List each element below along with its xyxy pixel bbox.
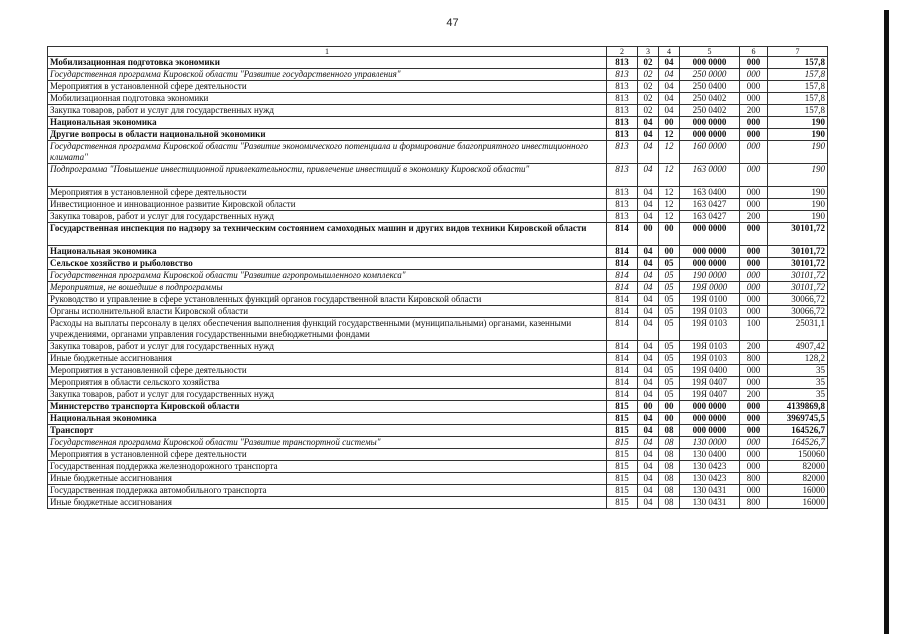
row-target-code: 163 0427: [680, 211, 740, 223]
row-target-code: 19Я 0407: [680, 389, 740, 401]
row-admin-code: 814: [607, 282, 638, 294]
row-expense-type-code: 200: [740, 211, 768, 223]
row-name: Национальная экономика: [48, 246, 607, 258]
row-section-code: 04: [638, 377, 659, 389]
row-admin-code: 813: [607, 164, 638, 187]
row-name: Мероприятия, не вошедшие в подпрограммы: [48, 282, 607, 294]
table-row: [48, 413, 828, 425]
row-amount: 190: [768, 141, 828, 164]
row-amount: 190: [768, 199, 828, 211]
row-expense-type-code: 000: [740, 223, 768, 246]
row-subsection-code: 05: [659, 258, 680, 270]
row-name: Государственная программа Кировской области "Развитие агропромышленного комплекса": [48, 270, 607, 282]
row-subsection-code: 05: [659, 270, 680, 282]
row-name: Мероприятия в установленной сфере деятельности: [48, 187, 607, 199]
row-admin-code: 814: [607, 294, 638, 306]
table-row: [48, 57, 828, 69]
row-admin-code: 815: [607, 413, 638, 425]
row-name: Мероприятия в установленной сфере деятельности: [48, 81, 607, 93]
row-section-code: 04: [638, 117, 659, 129]
row-name: Государственная программа Кировской области "Развитие экономического потенциала и формирование благоприятного инвестиционного климата": [48, 141, 607, 164]
row-expense-type-code: 000: [740, 164, 768, 187]
table-row: [48, 93, 828, 105]
row-section-code: 04: [638, 365, 659, 377]
table-row: [48, 365, 828, 377]
row-admin-code: 813: [607, 81, 638, 93]
table-row: [48, 129, 828, 141]
table-row: [48, 437, 828, 449]
row-expense-type-code: 000: [740, 282, 768, 294]
row-section-code: 04: [638, 270, 659, 282]
row-expense-type-code: 200: [740, 341, 768, 353]
row-name: Государственная программа Кировской области "Развитие государственного управления": [48, 69, 607, 81]
row-subsection-code: 05: [659, 365, 680, 377]
row-target-code: 250 0402: [680, 93, 740, 105]
row-name: Расходы на выплаты персоналу в целях обеспечения выполнения функций государственными (муниципальными) органами, казенными учреждениями, органами управления государственными внебюджетными фондами: [48, 318, 607, 341]
row-section-code: 04: [638, 449, 659, 461]
table-row: [48, 164, 828, 187]
row-subsection-code: 05: [659, 294, 680, 306]
row-admin-code: 814: [607, 353, 638, 365]
row-admin-code: 815: [607, 485, 638, 497]
row-expense-type-code: 000: [740, 377, 768, 389]
row-target-code: 19Я 0103: [680, 306, 740, 318]
table-row: [48, 282, 828, 294]
row-section-code: 02: [638, 57, 659, 69]
row-expense-type-code: 000: [740, 401, 768, 413]
row-subsection-code: 00: [659, 223, 680, 246]
row-expense-type-code: 000: [740, 129, 768, 141]
row-expense-type-code: 000: [740, 81, 768, 93]
table-row: [48, 270, 828, 282]
row-amount: 190: [768, 211, 828, 223]
row-subsection-code: 05: [659, 306, 680, 318]
row-name: Закупка товаров, работ и услуг для государственных нужд: [48, 389, 607, 401]
row-admin-code: 814: [607, 341, 638, 353]
row-expense-type-code: 000: [740, 246, 768, 258]
row-expense-type-code: 000: [740, 141, 768, 164]
row-subsection-code: 04: [659, 57, 680, 69]
table-row: [48, 473, 828, 485]
column-header: 2: [607, 47, 638, 57]
row-target-code: 250 0402: [680, 105, 740, 117]
row-target-code: 19Я 0103: [680, 341, 740, 353]
table-row: [48, 306, 828, 318]
row-subsection-code: 12: [659, 187, 680, 199]
row-amount: 30101,72: [768, 258, 828, 270]
row-section-code: 04: [638, 473, 659, 485]
row-admin-code: 814: [607, 306, 638, 318]
row-admin-code: 814: [607, 377, 638, 389]
row-admin-code: 815: [607, 449, 638, 461]
row-target-code: 000 0000: [680, 117, 740, 129]
table-row: [48, 223, 828, 246]
row-section-code: 00: [638, 401, 659, 413]
row-section-code: 04: [638, 485, 659, 497]
row-name: Иные бюджетные ассигнования: [48, 497, 607, 509]
row-amount: 190: [768, 129, 828, 141]
row-amount: 16000: [768, 497, 828, 509]
row-amount: 35: [768, 377, 828, 389]
row-name: Иные бюджетные ассигнования: [48, 353, 607, 365]
table-row: [48, 389, 828, 401]
row-admin-code: 814: [607, 223, 638, 246]
row-section-code: 04: [638, 164, 659, 187]
row-target-code: 000 0000: [680, 223, 740, 246]
row-subsection-code: 12: [659, 199, 680, 211]
row-admin-code: 814: [607, 258, 638, 270]
row-name: Мероприятия в установленной сфере деятельности: [48, 365, 607, 377]
row-expense-type-code: 100: [740, 318, 768, 341]
row-amount: 190: [768, 164, 828, 187]
row-expense-type-code: 000: [740, 57, 768, 69]
row-subsection-code: 05: [659, 282, 680, 294]
row-section-code: 04: [638, 211, 659, 223]
row-expense-type-code: 000: [740, 449, 768, 461]
row-section-code: 04: [638, 353, 659, 365]
row-admin-code: 814: [607, 270, 638, 282]
row-admin-code: 815: [607, 401, 638, 413]
row-expense-type-code: 200: [740, 389, 768, 401]
row-section-code: 04: [638, 306, 659, 318]
row-expense-type-code: 000: [740, 187, 768, 199]
row-amount: 3969745,5: [768, 413, 828, 425]
row-amount: 35: [768, 365, 828, 377]
row-amount: 190: [768, 117, 828, 129]
table-row: [48, 425, 828, 437]
row-section-code: 04: [638, 318, 659, 341]
row-subsection-code: 05: [659, 318, 680, 341]
table-row: [48, 199, 828, 211]
table-row: [48, 497, 828, 509]
row-target-code: 000 0000: [680, 401, 740, 413]
row-expense-type-code: 000: [740, 294, 768, 306]
row-subsection-code: 08: [659, 437, 680, 449]
row-amount: 25031,1: [768, 318, 828, 341]
page-edge-bar: [884, 10, 889, 634]
row-subsection-code: 05: [659, 341, 680, 353]
row-admin-code: 813: [607, 141, 638, 164]
table-row: [48, 318, 828, 341]
table-row: [48, 187, 828, 199]
row-name: Мобилизационная подготовка экономики: [48, 93, 607, 105]
page-number: 47: [446, 17, 459, 29]
row-expense-type-code: 000: [740, 425, 768, 437]
row-amount: 30101,72: [768, 223, 828, 246]
row-admin-code: 814: [607, 365, 638, 377]
row-name: Инвестиционное и инновационное развитие Кировской области: [48, 199, 607, 211]
row-amount: 190: [768, 187, 828, 199]
row-section-code: 04: [638, 497, 659, 509]
row-target-code: 250 0400: [680, 81, 740, 93]
row-admin-code: 814: [607, 318, 638, 341]
row-section-code: 04: [638, 437, 659, 449]
table-row: [48, 81, 828, 93]
row-name: Подпрограмма "Повышение инвестиционной привлекательности, привлечение инвестиций в экономику Кировской области": [48, 164, 607, 187]
row-section-code: 04: [638, 294, 659, 306]
row-subsection-code: 00: [659, 413, 680, 425]
row-amount: 157,8: [768, 69, 828, 81]
row-subsection-code: 08: [659, 497, 680, 509]
row-subsection-code: 08: [659, 449, 680, 461]
row-section-code: 02: [638, 69, 659, 81]
row-name: Руководство и управление в сфере установленных функций органов государственной власти Кировской области: [48, 294, 607, 306]
row-target-code: 130 0000: [680, 437, 740, 449]
row-name: Государственная поддержка железнодорожного транспорта: [48, 461, 607, 473]
row-expense-type-code: 800: [740, 353, 768, 365]
table-row: [48, 485, 828, 497]
row-section-code: 02: [638, 93, 659, 105]
row-admin-code: 813: [607, 93, 638, 105]
row-admin-code: 813: [607, 199, 638, 211]
table-row: [48, 461, 828, 473]
column-header: 4: [659, 47, 680, 57]
table-row: [48, 105, 828, 117]
row-expense-type-code: 000: [740, 461, 768, 473]
row-name: Мероприятия в установленной сфере деятельности: [48, 449, 607, 461]
row-section-code: 04: [638, 129, 659, 141]
row-section-code: 02: [638, 81, 659, 93]
row-section-code: 04: [638, 258, 659, 270]
table-row: [48, 353, 828, 365]
row-amount: 82000: [768, 461, 828, 473]
row-subsection-code: 05: [659, 377, 680, 389]
row-expense-type-code: 000: [740, 306, 768, 318]
row-target-code: 160 0000: [680, 141, 740, 164]
row-section-code: 04: [638, 389, 659, 401]
row-amount: 4907,42: [768, 341, 828, 353]
row-name: Закупка товаров, работ и услуг для государственных нужд: [48, 211, 607, 223]
row-name: Транспорт: [48, 425, 607, 437]
row-section-code: 04: [638, 246, 659, 258]
table-row: [48, 377, 828, 389]
row-amount: 150060: [768, 449, 828, 461]
row-expense-type-code: 000: [740, 270, 768, 282]
row-name: Национальная экономика: [48, 117, 607, 129]
row-section-code: 04: [638, 341, 659, 353]
table-row: [48, 258, 828, 270]
row-name: Органы исполнительной власти Кировской области: [48, 306, 607, 318]
row-target-code: 000 0000: [680, 246, 740, 258]
row-subsection-code: 00: [659, 246, 680, 258]
row-subsection-code: 12: [659, 141, 680, 164]
row-expense-type-code: 000: [740, 258, 768, 270]
row-section-code: 02: [638, 105, 659, 117]
row-target-code: 19Я 0000: [680, 282, 740, 294]
row-admin-code: 815: [607, 473, 638, 485]
row-subsection-code: 05: [659, 389, 680, 401]
row-amount: 82000: [768, 473, 828, 485]
row-admin-code: 813: [607, 187, 638, 199]
table-row: [48, 401, 828, 413]
row-amount: 30066,72: [768, 306, 828, 318]
row-amount: 128,2: [768, 353, 828, 365]
row-expense-type-code: 000: [740, 199, 768, 211]
row-name: Мероприятия в области сельского хозяйства: [48, 377, 607, 389]
row-amount: 30101,72: [768, 282, 828, 294]
row-subsection-code: 08: [659, 485, 680, 497]
row-target-code: 250 0000: [680, 69, 740, 81]
row-expense-type-code: 000: [740, 413, 768, 425]
row-name: Иные бюджетные ассигнования: [48, 473, 607, 485]
row-name: Министерство транспорта Кировской области: [48, 401, 607, 413]
row-subsection-code: 04: [659, 105, 680, 117]
row-subsection-code: 00: [659, 117, 680, 129]
row-section-code: 00: [638, 223, 659, 246]
row-name: Закупка товаров, работ и услуг для государственных нужд: [48, 105, 607, 117]
table-row: [48, 141, 828, 164]
row-expense-type-code: 000: [740, 117, 768, 129]
row-section-code: 04: [638, 425, 659, 437]
row-target-code: 130 0423: [680, 473, 740, 485]
row-expense-type-code: 000: [740, 69, 768, 81]
row-expense-type-code: 000: [740, 365, 768, 377]
table-row: [48, 294, 828, 306]
row-section-code: 04: [638, 461, 659, 473]
row-expense-type-code: 000: [740, 93, 768, 105]
row-section-code: 04: [638, 413, 659, 425]
row-admin-code: 813: [607, 69, 638, 81]
column-header: 6: [740, 47, 768, 57]
row-name: Мобилизационная подготовка экономики: [48, 57, 607, 69]
row-target-code: 190 0000: [680, 270, 740, 282]
row-admin-code: 813: [607, 57, 638, 69]
row-subsection-code: 08: [659, 461, 680, 473]
row-amount: 30066,72: [768, 294, 828, 306]
row-amount: 4139869,8: [768, 401, 828, 413]
row-name: Закупка товаров, работ и услуг для государственных нужд: [48, 341, 607, 353]
column-header: 5: [680, 47, 740, 57]
column-number-row: [48, 47, 828, 57]
row-subsection-code: 08: [659, 473, 680, 485]
row-target-code: 130 0431: [680, 485, 740, 497]
row-target-code: 19Я 0100: [680, 294, 740, 306]
row-name: Государственная программа Кировской области "Развитие транспортной системы": [48, 437, 607, 449]
row-amount: 164526,7: [768, 425, 828, 437]
row-admin-code: 813: [607, 117, 638, 129]
row-admin-code: 815: [607, 425, 638, 437]
row-subsection-code: 00: [659, 401, 680, 413]
row-expense-type-code: 000: [740, 485, 768, 497]
row-name: Сельское хозяйство и рыболовство: [48, 258, 607, 270]
row-name: Другие вопросы в области национальной экономики: [48, 129, 607, 141]
row-subsection-code: 04: [659, 69, 680, 81]
column-header: 1: [48, 47, 607, 57]
row-name: Национальная экономика: [48, 413, 607, 425]
row-target-code: 000 0000: [680, 413, 740, 425]
table-row: [48, 341, 828, 353]
row-expense-type-code: 200: [740, 105, 768, 117]
table-row: [48, 449, 828, 461]
row-amount: 157,8: [768, 81, 828, 93]
row-target-code: 130 0431: [680, 497, 740, 509]
column-header: 3: [638, 47, 659, 57]
row-admin-code: 813: [607, 211, 638, 223]
row-expense-type-code: 800: [740, 473, 768, 485]
row-target-code: 130 0423: [680, 461, 740, 473]
row-admin-code: 813: [607, 105, 638, 117]
row-amount: 157,8: [768, 93, 828, 105]
budget-table: [47, 46, 828, 509]
row-admin-code: 815: [607, 497, 638, 509]
row-expense-type-code: 000: [740, 437, 768, 449]
row-expense-type-code: 800: [740, 497, 768, 509]
row-target-code: 000 0000: [680, 258, 740, 270]
table-row: [48, 246, 828, 258]
row-amount: 157,8: [768, 57, 828, 69]
row-admin-code: 814: [607, 389, 638, 401]
row-amount: 164526,7: [768, 437, 828, 449]
row-subsection-code: 05: [659, 353, 680, 365]
row-subsection-code: 04: [659, 81, 680, 93]
row-admin-code: 815: [607, 437, 638, 449]
row-target-code: 19Я 0103: [680, 353, 740, 365]
row-amount: 35: [768, 389, 828, 401]
table-row: [48, 69, 828, 81]
row-amount: 30101,72: [768, 270, 828, 282]
row-section-code: 04: [638, 282, 659, 294]
row-amount: 30101,72: [768, 246, 828, 258]
row-target-code: 163 0000: [680, 164, 740, 187]
row-name: Государственная инспекция по надзору за техническим состоянием самоходных машин и других видов техники Кировской области: [48, 223, 607, 246]
row-section-code: 04: [638, 141, 659, 164]
row-name: Государственная поддержка автомобильного транспорта: [48, 485, 607, 497]
row-target-code: 19Я 0103: [680, 318, 740, 341]
row-admin-code: 814: [607, 246, 638, 258]
row-amount: 16000: [768, 485, 828, 497]
row-target-code: 130 0400: [680, 449, 740, 461]
row-subsection-code: 12: [659, 211, 680, 223]
row-subsection-code: 12: [659, 129, 680, 141]
row-target-code: 000 0000: [680, 57, 740, 69]
table-row: [48, 211, 828, 223]
row-amount: 157,8: [768, 105, 828, 117]
table-row: [48, 117, 828, 129]
row-target-code: 19Я 0400: [680, 365, 740, 377]
table-body: [48, 57, 828, 509]
column-header: 7: [768, 47, 828, 57]
row-subsection-code: 12: [659, 164, 680, 187]
row-admin-code: 813: [607, 129, 638, 141]
row-target-code: 000 0000: [680, 129, 740, 141]
row-section-code: 04: [638, 199, 659, 211]
row-target-code: 163 0400: [680, 187, 740, 199]
row-subsection-code: 04: [659, 93, 680, 105]
row-target-code: 163 0427: [680, 199, 740, 211]
row-target-code: 19Я 0407: [680, 377, 740, 389]
row-admin-code: 815: [607, 461, 638, 473]
row-section-code: 04: [638, 187, 659, 199]
row-target-code: 000 0000: [680, 425, 740, 437]
row-subsection-code: 08: [659, 425, 680, 437]
